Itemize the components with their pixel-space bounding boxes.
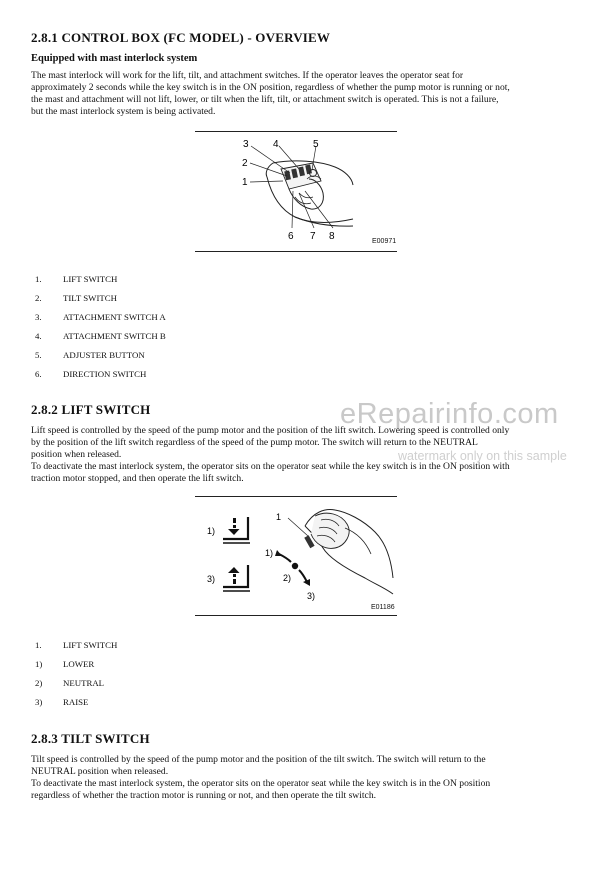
callout-2: 2 [242, 158, 248, 169]
paragraph-line: position when released. [31, 449, 122, 460]
figure-code: E00971 [372, 238, 397, 245]
paragraph-line: traction motor stopped, and then operate the lift switch. [31, 473, 244, 484]
lower-icon [223, 517, 250, 543]
paragraph-mast-interlock [31, 70, 571, 118]
paragraph-line: To deactivate the mast interlock system, the operator sits on the operator seat while the key switch is in the ON position with [31, 461, 510, 472]
paragraph-line: The mast interlock will work for the lift, tilt, and attachment switches. If the operator leaves the operator seat for [31, 70, 464, 81]
callout-8: 8 [329, 231, 335, 242]
control-box-figure [195, 133, 397, 251]
watermark-note: watermark only on this sample [398, 449, 567, 463]
paragraph-line: but the mast interlock system is being activated. [31, 106, 216, 117]
neutral-position-label: 2) [283, 573, 292, 583]
callout-6: 6 [288, 231, 294, 242]
paragraph-line: NEUTRAL position when released. [31, 766, 169, 777]
figure-top-rule [195, 496, 397, 497]
section-heading-tilt-switch: 2.8.3 TILT SWITCH [31, 731, 150, 746]
paragraph-line: the mast and attachment will not lift, lower, or tilt when the lift, tilt, or attachment switch is operated. This is not a failure, [31, 94, 499, 105]
callout-5: 5 [313, 139, 319, 150]
paragraph-line: Lift speed is controlled by the speed of the pump motor and the position of the lift switch. Lowering speed is controlled only [31, 425, 510, 436]
figure-code: E01186 [371, 604, 395, 611]
neutral-dot [292, 563, 298, 569]
paragraph-line: by the position of the lift switch regardless of the speed of the pump motor. The switch will return to the NEUTRAL [31, 437, 478, 448]
watermark-brand: eRepairinfo.com [340, 398, 559, 430]
raise-icon [223, 565, 250, 591]
figure-top-rule [195, 131, 397, 132]
lower-position-label: 1) [265, 548, 274, 558]
control-box-parts-list: 1. LIFT SWITCH 2. TILT SWITCH 3. ATTACHMENT SWITCH A 4. ATTACHMENT SWITCH B 5. ADJUSTER BUTTON 6. DIRECTION SWITCH [35, 274, 166, 379]
callout-4: 4 [273, 139, 279, 150]
section-heading-control-box: 2.8.1 CONTROL BOX (FC MODEL) - OVERVIEW [31, 30, 331, 45]
raise-icon-label: 3) [207, 574, 216, 584]
subheading-mast-interlock: Equipped with mast interlock system [31, 53, 198, 64]
paragraph-line: To deactivate the mast interlock system, the operator sits on the operator seat while the key switch is in the ON position [31, 778, 491, 789]
section-heading-lift-switch: 2.8.2 LIFT SWITCH [31, 402, 151, 417]
lower-icon-label: 1) [207, 526, 216, 536]
paragraph-line: Tilt speed is controlled by the speed of the pump motor and the position of the tilt switch. The switch will return to the [31, 754, 486, 765]
raise-position-label: 3) [307, 591, 316, 601]
callout-1: 1 [242, 177, 248, 188]
figure-bottom-rule [195, 251, 397, 252]
callout-3: 3 [243, 139, 249, 150]
figure-bottom-rule [195, 615, 397, 616]
callout-7: 7 [310, 231, 316, 242]
paragraph-tilt-switch [31, 754, 576, 802]
paragraph-line: approximately 2 seconds while the key switch is in the ON position, regardless of whether the pump motor is running or not, [31, 82, 510, 93]
paragraph-line: regardless of whether the traction motor is running or not, and then operate the tilt switch. [31, 790, 377, 801]
callout-lift-switch: 1 [276, 512, 282, 522]
lift-switch-figure [195, 498, 397, 614]
lift-switch-positions-list: 1. LIFT SWITCH 1) LOWER 2) NEUTRAL 3) RAISE [35, 640, 118, 707]
